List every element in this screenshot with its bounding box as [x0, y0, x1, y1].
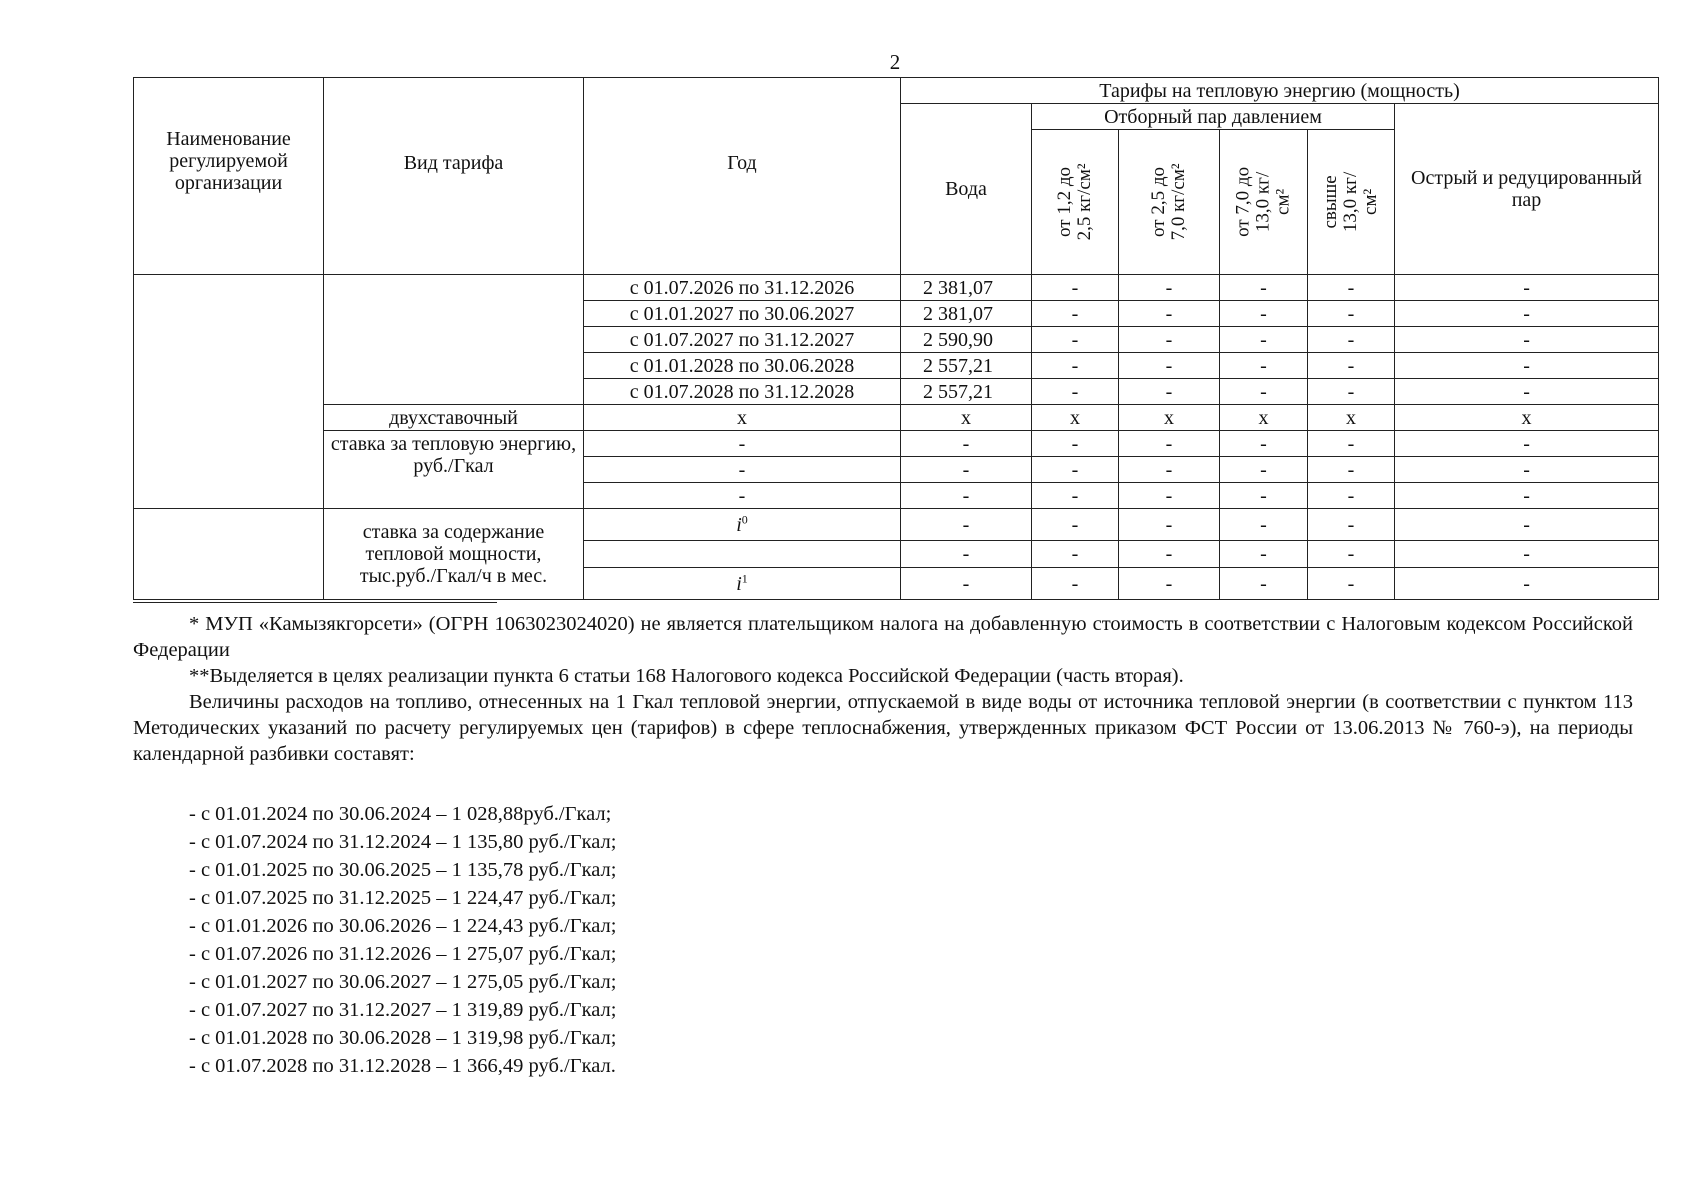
- water-value: -: [901, 509, 1032, 541]
- table-row: [134, 431, 1659, 457]
- steam-3-value: -: [1220, 275, 1308, 301]
- steam-1-value: х: [1032, 405, 1119, 431]
- steam-4-value: -: [1308, 541, 1395, 568]
- table-row: [134, 509, 1659, 541]
- steam-2-value: -: [1119, 275, 1220, 301]
- header-tariffs-group: Тарифы на тепловую энергию (мощность): [901, 78, 1659, 104]
- sharp-steam-value: -: [1395, 509, 1659, 541]
- steam-1-value: -: [1032, 379, 1119, 405]
- period-cell: с 01.07.2026 по 31.12.2026: [584, 275, 901, 301]
- header-water: Вода: [901, 104, 1032, 275]
- footnotes: [133, 611, 1633, 767]
- two-rate-label: двухставочный: [324, 405, 584, 431]
- steam-2-value: -: [1119, 541, 1220, 568]
- tariff-type-cell: [324, 275, 584, 405]
- steam-4-value: х: [1308, 405, 1395, 431]
- period-cell: $i^0$: [584, 509, 901, 541]
- sharp-steam-value: -: [1395, 275, 1659, 301]
- org-cell-top: [134, 275, 324, 509]
- sharp-steam-value: -: [1395, 457, 1659, 483]
- tariff-table: [133, 77, 1659, 600]
- steam-4-value: -: [1308, 275, 1395, 301]
- list-item: - с 01.01.2027 по 30.06.2027 – 1 275,05 руб./Гкал;: [189, 971, 617, 993]
- steam-2-value: -: [1119, 457, 1220, 483]
- sharp-steam-value: -: [1395, 431, 1659, 457]
- steam-3-value: -: [1220, 301, 1308, 327]
- steam-2-value: -: [1119, 509, 1220, 541]
- header-tariff-type: Вид тарифа: [324, 78, 584, 275]
- steam-3-value: -: [1220, 431, 1308, 457]
- steam-4-value: -: [1308, 379, 1395, 405]
- sharp-steam-value: -: [1395, 301, 1659, 327]
- steam-3-value: -: [1220, 483, 1308, 509]
- steam-3-value: -: [1220, 379, 1308, 405]
- period-cell: [584, 541, 901, 568]
- capacity-rate-label: ставка за содержание тепловой мощности, тыс.руб./Гкал/ч в мес.: [324, 509, 584, 600]
- footnote-rule: [133, 602, 497, 603]
- list-item: - с 01.01.2028 по 30.06.2028 – 1 319,98 руб./Гкал;: [189, 1027, 617, 1049]
- steam-2-value: -: [1119, 301, 1220, 327]
- water-value: х: [901, 405, 1032, 431]
- fuel-cost-paragraph: Величины расходов на топливо, отнесенных на 1 Гкал тепловой энергии, отпускаемой в виде воды от источника тепловой энергии (в соответствии с пунктом 113 Методических указаний по расчету регулируемых цен (тарифов) в сфере теплоснабжения, утвержденных приказом ФСТ России от 13.06.2013 № 760-э), на периоды календарной разбивки составят:: [133, 691, 1633, 765]
- steam-1-value: -: [1032, 457, 1119, 483]
- period-cell: с 01.07.2027 по 31.12.2027: [584, 327, 901, 353]
- water-value: 2 590,90: [901, 327, 1032, 353]
- page-number: 2: [889, 50, 901, 74]
- steam-1-value: -: [1032, 509, 1119, 541]
- steam-1-value: -: [1032, 483, 1119, 509]
- steam-2-value: -: [1119, 431, 1220, 457]
- header-steam-1: от 1,2 до 2,5 кг/см²: [1032, 130, 1119, 275]
- period-cell: -: [584, 431, 901, 457]
- energy-rate-label: ставка за тепловую энергию, руб./Гкал: [324, 431, 584, 509]
- steam-3-value: -: [1220, 327, 1308, 353]
- period-cell: -: [584, 483, 901, 509]
- sharp-steam-value: -: [1395, 541, 1659, 568]
- steam-4-value: -: [1308, 457, 1395, 483]
- steam-4-value: -: [1308, 509, 1395, 541]
- steam-2-value: -: [1119, 353, 1220, 379]
- sharp-steam-value: -: [1395, 379, 1659, 405]
- water-value: 2 381,07: [901, 275, 1032, 301]
- table-row: [134, 275, 1659, 301]
- water-value: 2 557,21: [901, 379, 1032, 405]
- list-item: - с 01.01.2025 по 30.06.2025 – 1 135,78 руб./Гкал;: [189, 859, 617, 881]
- list-item: - с 01.07.2026 по 31.12.2026 – 1 275,07 руб./Гкал;: [189, 943, 617, 965]
- org-cell-bottom: [134, 509, 324, 600]
- list-item: - с 01.07.2028 по 31.12.2028 – 1 366,49 руб./Гкал.: [189, 1055, 616, 1077]
- steam-3-value: -: [1220, 541, 1308, 568]
- steam-4-value: -: [1308, 301, 1395, 327]
- steam-2-value: -: [1119, 483, 1220, 509]
- sharp-steam-value: х: [1395, 405, 1659, 431]
- steam-4-value: -: [1308, 353, 1395, 379]
- list-item: - с 01.07.2025 по 31.12.2025 – 1 224,47 руб./Гкал;: [189, 887, 617, 909]
- steam-1-value: -: [1032, 541, 1119, 568]
- steam-1-value: -: [1032, 275, 1119, 301]
- header-year: Год: [584, 78, 901, 275]
- header-steam-2: от 2,5 до 7,0 кг/см²: [1119, 130, 1220, 275]
- steam-3-value: -: [1220, 353, 1308, 379]
- steam-4-value: -: [1308, 431, 1395, 457]
- sharp-steam-value: -: [1395, 353, 1659, 379]
- fuel-rates-list: [189, 800, 616, 1080]
- water-value: -: [901, 568, 1032, 600]
- period-cell: с 01.01.2027 по 30.06.2027: [584, 301, 901, 327]
- steam-2-value: -: [1119, 327, 1220, 353]
- list-item: - с 01.07.2024 по 31.12.2024 – 1 135,80 руб./Гкал;: [189, 831, 617, 853]
- list-item: - с 01.01.2024 по 30.06.2024 – 1 028,88руб./Гкал;: [189, 803, 612, 825]
- period-cell: с 01.01.2028 по 30.06.2028: [584, 353, 901, 379]
- footnote-vat: * МУП «Камызякгорсети» (ОГРН 1063023024020) не является плательщиком налога на добавленную стоимость в соответствии с Налоговым кодексом Российской Федерации: [133, 613, 1633, 661]
- period-cell: -: [584, 457, 901, 483]
- period-cell: с 01.07.2028 по 31.12.2028: [584, 379, 901, 405]
- steam-1-value: -: [1032, 327, 1119, 353]
- steam-3-value: -: [1220, 457, 1308, 483]
- steam-2-value: х: [1119, 405, 1220, 431]
- sharp-steam-value: -: [1395, 568, 1659, 600]
- table-row: [134, 405, 1659, 431]
- header-steam-group: Отборный пар давлением: [1032, 104, 1395, 130]
- period-cell: $i^1$: [584, 568, 901, 600]
- steam-2-value: -: [1119, 379, 1220, 405]
- water-value: -: [901, 541, 1032, 568]
- list-item: - с 01.07.2027 по 31.12.2027 – 1 319,89 руб./Гкал;: [189, 999, 617, 1021]
- steam-3-value: х: [1220, 405, 1308, 431]
- period-cell: х: [584, 405, 901, 431]
- steam-2-value: -: [1119, 568, 1220, 600]
- steam-1-value: -: [1032, 431, 1119, 457]
- list-item: - с 01.01.2026 по 30.06.2026 – 1 224,43 руб./Гкал;: [189, 915, 617, 937]
- steam-3-value: -: [1220, 509, 1308, 541]
- water-value: -: [901, 431, 1032, 457]
- water-value: 2 381,07: [901, 301, 1032, 327]
- header-sharp-steam: Острый и редуцированный пар: [1395, 104, 1659, 275]
- sharp-steam-value: -: [1395, 327, 1659, 353]
- water-value: 2 557,21: [901, 353, 1032, 379]
- water-value: -: [901, 457, 1032, 483]
- header-org-name: Наименование регулируемой организации: [134, 78, 324, 275]
- steam-4-value: -: [1308, 568, 1395, 600]
- water-value: -: [901, 483, 1032, 509]
- steam-4-value: -: [1308, 483, 1395, 509]
- steam-3-value: -: [1220, 568, 1308, 600]
- header-steam-4: свыше 13,0 кг/см²: [1308, 130, 1395, 275]
- steam-1-value: -: [1032, 301, 1119, 327]
- footnote-article-168: **Выделяется в целях реализации пункта 6 статьи 168 Налогового кодекса Российской Федерации (часть вторая).: [189, 665, 1184, 687]
- header-steam-3: от 7,0 до 13,0 кг/см²: [1220, 130, 1308, 275]
- steam-4-value: -: [1308, 327, 1395, 353]
- steam-1-value: -: [1032, 353, 1119, 379]
- sharp-steam-value: -: [1395, 483, 1659, 509]
- steam-1-value: -: [1032, 568, 1119, 600]
